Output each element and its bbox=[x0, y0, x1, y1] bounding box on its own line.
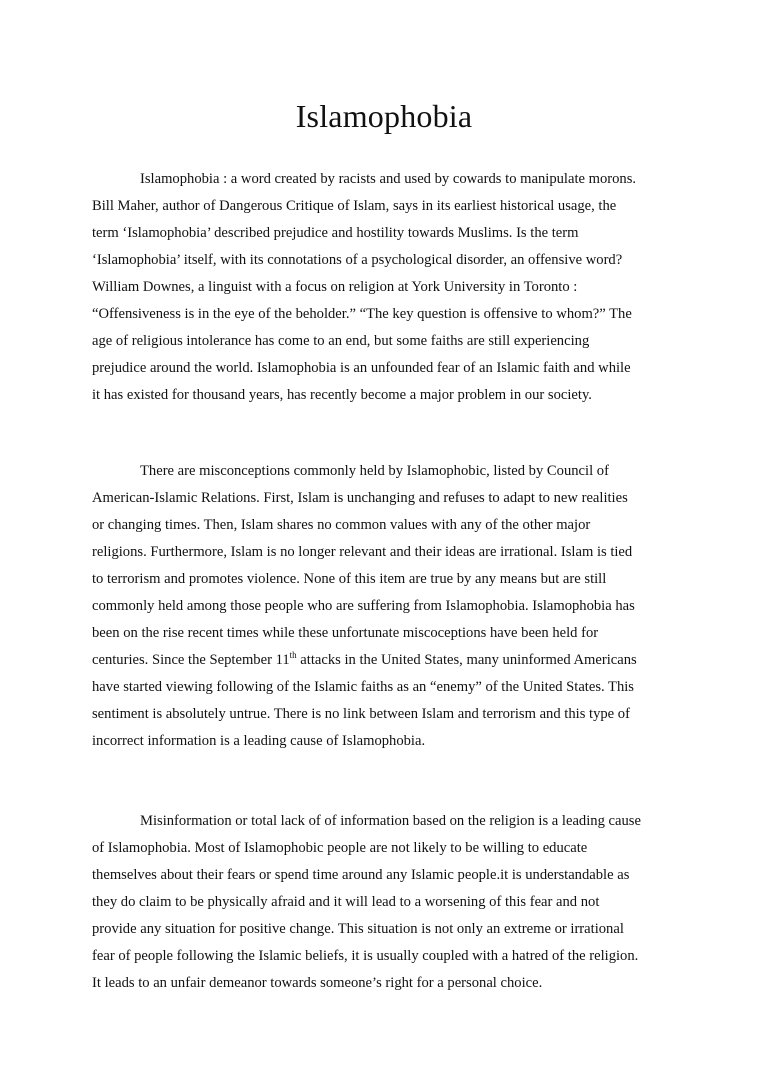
paragraph-line: themselves about their fears or spend time around any Islamic people.it is understandable as bbox=[92, 867, 630, 883]
paragraph-line-with-superscript bbox=[92, 647, 678, 674]
paragraph-line: or changing times. Then, Islam shares no common values with any of the other major bbox=[92, 517, 591, 533]
paragraph-line: religions. Furthermore, Islam is no longer relevant and their ideas are irrational. Islam is tied bbox=[92, 544, 633, 560]
paragraph-line: it has existed for thousand years, has recently become a major problem in our society. bbox=[92, 387, 592, 403]
line-text: attacks in the United States, many uninformed Americans bbox=[296, 652, 637, 668]
paragraph-line: ‘Islamophobia’ itself, with its connotations of a psychological disorder, an offensive word? bbox=[92, 252, 623, 268]
paragraph-line: to terrorism and promotes violence. None of this item are true by any means but are still bbox=[92, 571, 607, 587]
ordinal-superscript: th bbox=[289, 650, 297, 661]
paragraph-line: term ‘Islamophobia’ described prejudice and hostility towards Muslims. Is the term bbox=[92, 225, 579, 241]
paragraph-line: have started viewing following of the Islamic faiths as an “enemy” of the United States. This bbox=[92, 679, 634, 695]
paragraph-line: Islamophobia : a word created by racists and used by cowards to manipulate morons. bbox=[140, 171, 637, 187]
paragraph-line: sentiment is absolutely untrue. There is no link between Islam and terrorism and this type of bbox=[92, 706, 630, 722]
paragraph-line: “Offensiveness is in the eye of the beholder.” “The key question is offensive to whom?” The bbox=[92, 306, 632, 322]
paragraph-2 bbox=[92, 458, 678, 755]
paragraph-1 bbox=[92, 166, 678, 409]
paragraph-line: It leads to an unfair demeanor towards someone’s right for a personal choice. bbox=[92, 975, 543, 991]
paragraph-line: provide any situation for positive change. This situation is not only an extreme or irrational bbox=[92, 921, 624, 937]
document-title: Islamophobia bbox=[295, 98, 473, 134]
paragraph-line: commonly held among those people who are suffering from Islamophobia. Islamophobia has bbox=[92, 598, 635, 614]
paragraph-line: fear of people following the Islamic beliefs, it is usually coupled with a hatred of the religion. bbox=[92, 948, 639, 964]
paragraph-line: Bill Maher, author of Dangerous Critique of Islam, says in its earliest historical usage, the bbox=[92, 198, 617, 214]
paragraph-line: of Islamophobia. Most of Islamophobic people are not likely to be willing to educate bbox=[92, 840, 588, 856]
paragraph-line: they do claim to be physically afraid and it will lead to a worsening of this fear and not bbox=[92, 894, 600, 910]
paragraph-line: prejudice around the world. Islamophobia is an unfounded fear of an Islamic faith and while bbox=[92, 360, 631, 376]
paragraph-line: American-Islamic Relations. First, Islam is unchanging and refuses to adapt to new realities bbox=[92, 490, 628, 506]
paragraph-line: age of religious intolerance has come to an end, but some faiths are still experiencing bbox=[92, 333, 590, 349]
paragraph-line: William Downes, a linguist with a focus on religion at York University in Toronto : bbox=[92, 279, 578, 295]
paragraph-line: incorrect information is a leading cause of Islamophobia. bbox=[92, 733, 426, 749]
paragraph-line: There are misconceptions commonly held by Islamophobic, listed by Council of bbox=[140, 463, 609, 479]
line-text: centuries. Since the September 11 bbox=[92, 652, 290, 668]
paragraph-3 bbox=[92, 808, 678, 997]
paragraph-line: been on the rise recent times while these unfortunate miscoceptions have been held for bbox=[92, 625, 599, 641]
paragraph-line: Misinformation or total lack of of information based on the religion is a leading cause bbox=[140, 813, 641, 829]
